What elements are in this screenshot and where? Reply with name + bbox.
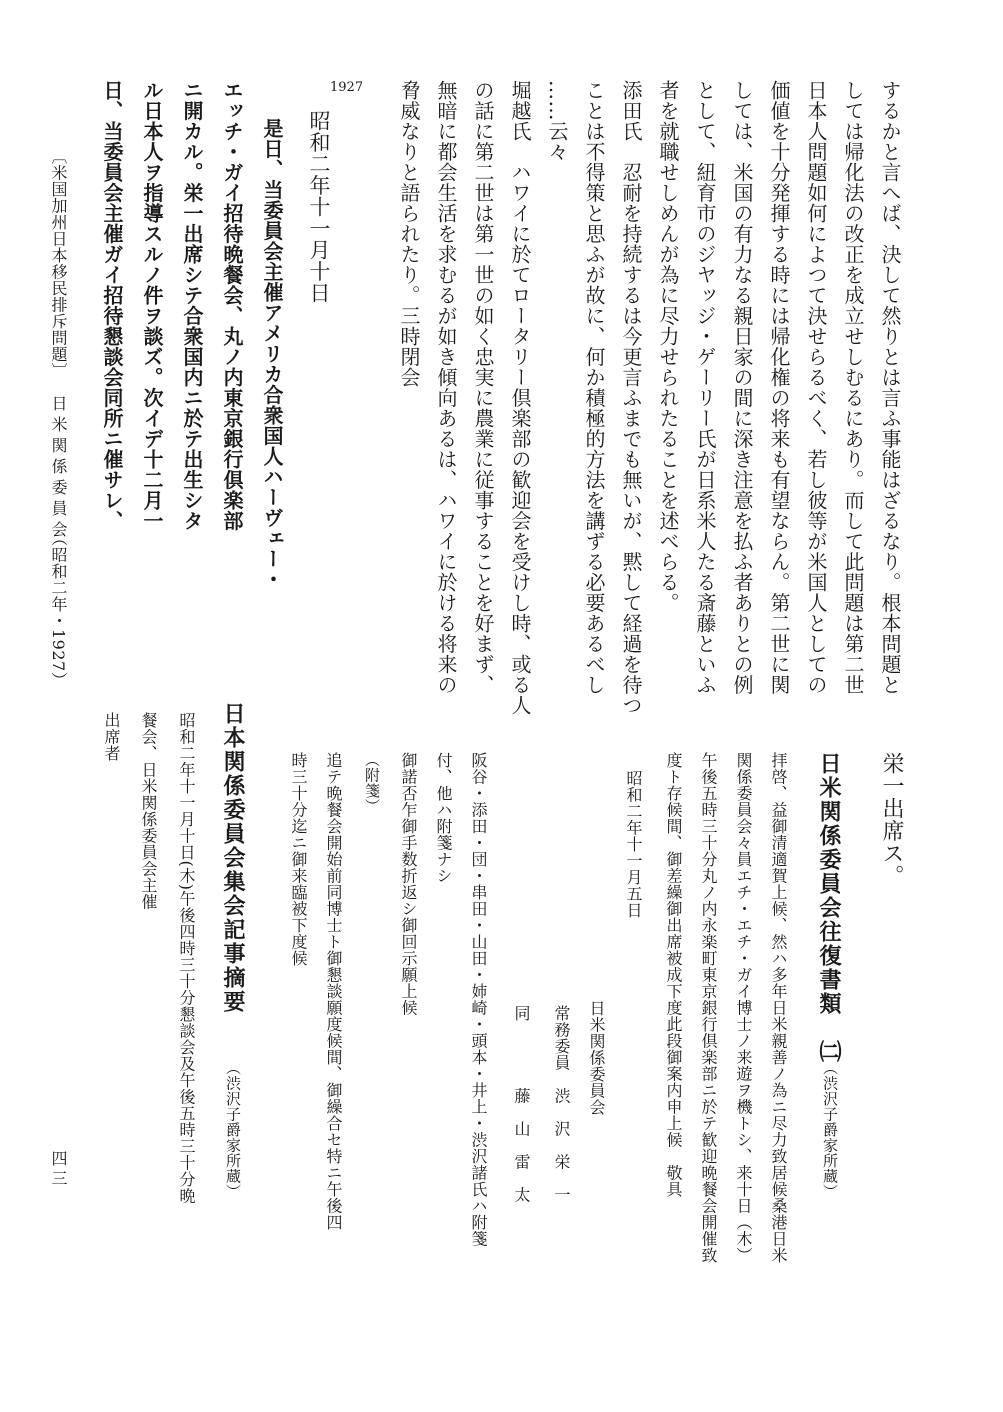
prose-line-4: 価値を十分発揮する時には帰化権の将来も有望ならん。第二世に関	[767, 80, 791, 695]
year-note: 1927	[330, 80, 364, 95]
signer-committee: 日米関係委員会	[587, 1000, 606, 1116]
footer-series: 〔米国加州日本移民排斥問題〕	[49, 148, 68, 379]
letter-date: 昭和二年十一月五日	[624, 770, 643, 919]
record-source: （渋沢子爵家所蔵）	[224, 1060, 242, 1200]
page-number: 四三	[49, 1150, 68, 1190]
prose-line-2: しては帰化法の改正を成立せしむるにあり。而して此問題は第二世	[841, 80, 865, 695]
prose-line-1: するかと言へば、決して然りとは言ふ事能はざるなり。根本問題と	[878, 80, 902, 695]
prose-line-horikoshi: 堀越氏 ハワイに於てロータリー倶楽部の歓迎会を受けし時、或る人	[508, 80, 532, 716]
fusen-line-1: 追テ晩餐会開始前同博士ト御懇談願度候間、御繰合セ特ニ午後四	[324, 752, 343, 1231]
letter-line-4: 度ト存候間、御差繰御出席被成下度此段御案内申上候 敬具	[664, 752, 683, 1198]
prose-line-9: ことは不得策と思ふが故に、何か積極的方法を講ずる必要あるべし	[582, 80, 606, 695]
entry-summary-line-1: 是日、当委員会主催アメリカ合衆国人ハーヴェー・	[260, 118, 284, 590]
record-title: 日本関係委員会集会記事摘要	[220, 702, 246, 1014]
letter-line-1: 拝啓、益御清適賀上候、然ハ多年日米親善ノ為ニ尽力致居候桑港日米	[769, 752, 788, 1264]
recipients-line-2: 付、他ハ附箋ナシ	[434, 752, 453, 884]
prose-line-14: 脅威なりと語られたり。三時閉会	[397, 80, 421, 388]
prose-line-3: 日本人問題如何によつて決せらるべく、若し彼等が米国人としての	[804, 80, 828, 695]
entry-date: 昭和二年十一月十日	[307, 110, 331, 304]
entry-summary-line-3: ニ開カル。栄一出席シテ合衆国内ニ於テ出生シタ	[180, 80, 204, 531]
fusen-label: （附箋）	[363, 752, 381, 814]
entry-summary-line-2: エッチ・ガイ招待晩餐会、丸ノ内東京銀行倶楽部	[220, 80, 244, 531]
prose-line-6: として、紐育市のジヤッジ・ゲーリー氏が日系米人たる斎藤といふ	[693, 80, 717, 695]
signer-fujiyama: 同 藤 山 雷 太	[512, 1005, 531, 1203]
prose-line-12: の話に第二世は第一世の如く忠実に農業に従事することを好まず、	[471, 80, 495, 695]
letters-title: 日米関係委員会往復書類 ㈡	[816, 752, 842, 1064]
entry-summary-line-4: ル日本人ヲ指導スルノ件ヲ談ズ。次イデ十二月一	[140, 80, 164, 531]
prose-line-5: しては、米国の有力なる親日家の間に深き注意を払ふ者ありとの例	[730, 80, 754, 695]
footer-period: （昭和二年・1927）	[49, 530, 68, 689]
letter-line-3: 午後五時三十分丸ノ内永楽町東京銀行倶楽部ニ於テ歓迎晩餐会開催致	[699, 752, 718, 1264]
fusen-line-2: 時三十分迄ニ御来臨被下度候	[289, 752, 308, 967]
attendance-note: 栄一出席ス。	[879, 752, 904, 887]
reply-request: 御諾否乍御手数折返シ御回示願上候	[399, 752, 418, 1016]
prose-line-soeda: 添田氏 忍耐を持続するは今更言ふまでも無いが、黙して経過を待つ	[619, 80, 643, 716]
recipients-line-1: 阪谷・添田・団・串田・山田・姉崎・頭本・井上・渋沢諸氏ハ附箋	[469, 752, 488, 1247]
signer-shibusawa: 常務委員 渋 沢 栄 一	[552, 1005, 571, 1203]
footer-committee: 日米関係委員会	[49, 395, 68, 542]
record-line-1: 昭和二年十一月十日(木)午後四時三十分懇談会及午後五時三十分晩	[177, 712, 196, 1204]
letters-source: （渋沢子爵家所蔵）	[821, 1060, 839, 1200]
entry-summary-line-5: 日、当委員会主催ガイ招待懇談会同所ニ催サレ、	[100, 80, 124, 531]
prose-line-7: 者を就職せしめんが為に尽力せられたることを述べらる。	[656, 80, 680, 613]
record-line-2: 餐会、日米関係委員会主催	[139, 712, 158, 910]
record-line-3: 出席者	[102, 712, 121, 762]
letter-line-2: 関係委員会々員エチ・エチ・ガイ博士ノ来遊ヲ機トシ、来十日（木）	[734, 752, 753, 1264]
prose-line-10: ……云々	[545, 80, 569, 162]
prose-line-13: 無暗に都会生活を求むるが如き傾向あるは、ハワイに於ける将来の	[434, 80, 458, 695]
